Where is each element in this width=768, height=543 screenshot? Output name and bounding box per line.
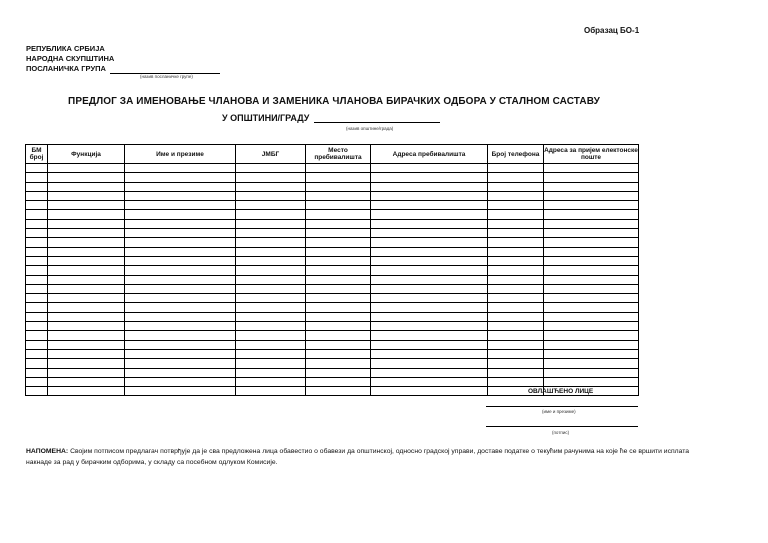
cell-phone[interactable]: [488, 340, 544, 349]
cell-residence-address[interactable]: [371, 182, 488, 191]
table-header-row: [26, 145, 639, 164]
cell-residence-address[interactable]: [371, 349, 488, 358]
cell-bm-number[interactable]: [26, 387, 48, 396]
cell-full-name[interactable]: [125, 377, 236, 386]
cell-bm-number[interactable]: [26, 377, 48, 386]
cell-bm-number[interactable]: [26, 219, 48, 228]
cell-email[interactable]: [544, 201, 639, 210]
institution-header: [26, 44, 220, 74]
header-group-label: ПОСЛАНИЧКА ГРУПА: [26, 64, 106, 73]
cell-residence-address[interactable]: [371, 173, 488, 182]
col-header-full-name: Име и презиме: [125, 145, 236, 164]
cell-residence-address[interactable]: [371, 331, 488, 340]
cell-residence-address[interactable]: [371, 359, 488, 368]
table-row: [26, 368, 639, 377]
table-row: [26, 349, 639, 358]
signature-hint: (потпис): [552, 430, 570, 435]
table-row: [26, 275, 639, 284]
cell-phone[interactable]: [488, 368, 544, 377]
cell-residence-place[interactable]: [306, 275, 371, 284]
cell-residence-address[interactable]: [371, 303, 488, 312]
cell-phone[interactable]: [488, 210, 544, 219]
table-row: [26, 294, 639, 303]
cell-phone[interactable]: [488, 219, 544, 228]
cell-function[interactable]: [48, 219, 125, 228]
cell-phone[interactable]: [488, 294, 544, 303]
cell-residence-place[interactable]: [306, 312, 371, 321]
table-row: [26, 340, 639, 349]
cell-function[interactable]: [48, 210, 125, 219]
cell-phone[interactable]: [488, 266, 544, 275]
cell-phone[interactable]: [488, 201, 544, 210]
cell-phone[interactable]: [488, 275, 544, 284]
cell-email[interactable]: [544, 377, 639, 386]
cell-jmbg[interactable]: [236, 294, 306, 303]
table-row: [26, 201, 639, 210]
cell-bm-number[interactable]: [26, 359, 48, 368]
cell-email[interactable]: [544, 266, 639, 275]
cell-bm-number[interactable]: [26, 312, 48, 321]
cell-email[interactable]: [544, 191, 639, 200]
cell-bm-number[interactable]: [26, 256, 48, 265]
city-name-field[interactable]: [314, 113, 440, 123]
table-row: [26, 191, 639, 200]
cell-bm-number[interactable]: [26, 238, 48, 247]
cell-residence-address[interactable]: [371, 377, 488, 386]
cell-full-name[interactable]: [125, 266, 236, 275]
cell-jmbg[interactable]: [236, 303, 306, 312]
cell-jmbg[interactable]: [236, 238, 306, 247]
cell-phone[interactable]: [488, 256, 544, 265]
cell-function[interactable]: [48, 377, 125, 386]
table-row: [26, 210, 639, 219]
cell-residence-address[interactable]: [371, 340, 488, 349]
note-paragraph: [26, 446, 716, 468]
cell-full-name[interactable]: [125, 219, 236, 228]
cell-bm-number[interactable]: [26, 229, 48, 238]
cell-phone[interactable]: [488, 164, 544, 173]
cell-residence-address[interactable]: [371, 256, 488, 265]
cell-function[interactable]: [48, 294, 125, 303]
cell-full-name[interactable]: [125, 164, 236, 173]
cell-residence-place[interactable]: [306, 164, 371, 173]
cell-residence-place[interactable]: [306, 201, 371, 210]
cell-residence-place[interactable]: [306, 210, 371, 219]
cell-residence-place[interactable]: [306, 238, 371, 247]
cell-jmbg[interactable]: [236, 359, 306, 368]
cell-bm-number[interactable]: [26, 191, 48, 200]
cell-email[interactable]: [544, 164, 639, 173]
cell-residence-place[interactable]: [306, 229, 371, 238]
cell-residence-place[interactable]: [306, 331, 371, 340]
cell-residence-address[interactable]: [371, 266, 488, 275]
cell-email[interactable]: [544, 349, 639, 358]
cell-function[interactable]: [48, 284, 125, 293]
cell-residence-place[interactable]: [306, 219, 371, 228]
cell-residence-address[interactable]: [371, 210, 488, 219]
cell-residence-place[interactable]: [306, 247, 371, 256]
cell-email[interactable]: [544, 275, 639, 284]
subtitle-label: У ОПШТИНИ/ГРАДУ: [222, 113, 310, 123]
cell-function[interactable]: [48, 173, 125, 182]
cell-residence-place[interactable]: [306, 191, 371, 200]
header-republic: РЕПУБЛИКА СРБИЈА: [26, 44, 105, 53]
table-row: [26, 173, 639, 182]
note-text: Својим потписом предлагач потврђује да је сва предложена лица обавестио о обавези да општинској, односно градској управи, доставе податке о текућим рачунима на које ће се вршити исплата накнаде за рад у бирачким одборима, у складу са посебном одлуком Комисије.: [26, 448, 690, 466]
cell-residence-address[interactable]: [371, 284, 488, 293]
cell-phone[interactable]: [488, 247, 544, 256]
cell-phone[interactable]: [488, 303, 544, 312]
cell-phone[interactable]: [488, 284, 544, 293]
cell-full-name[interactable]: [125, 201, 236, 210]
header-assembly: НАРОДНА СКУПШТИНА: [26, 54, 115, 63]
cell-jmbg[interactable]: [236, 266, 306, 275]
cell-residence-address[interactable]: [371, 164, 488, 173]
cell-bm-number[interactable]: [26, 349, 48, 358]
group-name-field[interactable]: [110, 65, 220, 74]
cell-email[interactable]: [544, 182, 639, 191]
cell-jmbg[interactable]: [236, 256, 306, 265]
cell-bm-number[interactable]: [26, 284, 48, 293]
cell-email[interactable]: [544, 229, 639, 238]
col-header-function: Функција: [48, 145, 125, 164]
cell-phone[interactable]: [488, 191, 544, 200]
cell-full-name[interactable]: [125, 294, 236, 303]
table-row: [26, 182, 639, 191]
cell-full-name[interactable]: [125, 229, 236, 238]
cell-bm-number[interactable]: [26, 247, 48, 256]
cell-function[interactable]: [48, 266, 125, 275]
cell-phone[interactable]: [488, 377, 544, 386]
cell-jmbg[interactable]: [236, 210, 306, 219]
cell-jmbg[interactable]: [236, 284, 306, 293]
table-row: [26, 359, 639, 368]
cell-jmbg[interactable]: [236, 219, 306, 228]
cell-jmbg[interactable]: [236, 312, 306, 321]
cell-email[interactable]: [544, 322, 639, 331]
cell-residence-place[interactable]: [306, 377, 371, 386]
cell-residence-place[interactable]: [306, 294, 371, 303]
cell-jmbg[interactable]: [236, 191, 306, 200]
cell-function[interactable]: [48, 238, 125, 247]
cell-residence-place[interactable]: [306, 303, 371, 312]
cell-phone[interactable]: [488, 229, 544, 238]
cell-residence-address[interactable]: [371, 387, 488, 396]
cell-residence-place[interactable]: [306, 359, 371, 368]
cell-residence-address[interactable]: [371, 294, 488, 303]
cell-bm-number[interactable]: [26, 182, 48, 191]
cell-full-name[interactable]: [125, 359, 236, 368]
cell-phone[interactable]: [488, 312, 544, 321]
cell-residence-address[interactable]: [371, 201, 488, 210]
cell-residence-address[interactable]: [371, 322, 488, 331]
table-row: [26, 303, 639, 312]
table-row: [26, 247, 639, 256]
cell-residence-place[interactable]: [306, 284, 371, 293]
cell-residence-address[interactable]: [371, 368, 488, 377]
cell-jmbg[interactable]: [236, 331, 306, 340]
cell-phone[interactable]: [488, 349, 544, 358]
col-header-residence-place: Место пребивалишта: [306, 145, 371, 164]
cell-jmbg[interactable]: [236, 275, 306, 284]
cell-phone[interactable]: [488, 238, 544, 247]
cell-email[interactable]: [544, 284, 639, 293]
col-header-residence-address: Адреса пребивалишта: [371, 145, 488, 164]
cell-residence-address[interactable]: [371, 219, 488, 228]
table-row: [26, 266, 639, 275]
cell-email[interactable]: [544, 359, 639, 368]
cell-function[interactable]: [48, 312, 125, 321]
cell-function[interactable]: [48, 247, 125, 256]
cell-phone[interactable]: [488, 322, 544, 331]
cell-residence-address[interactable]: [371, 238, 488, 247]
cell-full-name[interactable]: [125, 284, 236, 293]
cell-residence-place[interactable]: [306, 266, 371, 275]
cell-residence-place[interactable]: [306, 173, 371, 182]
nominees-table: [25, 144, 639, 396]
cell-jmbg[interactable]: [236, 173, 306, 182]
cell-function[interactable]: [48, 303, 125, 312]
cell-residence-place[interactable]: [306, 256, 371, 265]
cell-bm-number[interactable]: [26, 275, 48, 284]
cell-function[interactable]: [48, 331, 125, 340]
cell-full-name[interactable]: [125, 256, 236, 265]
cell-jmbg[interactable]: [236, 368, 306, 377]
authorized-person-label: ОВЛАШЋЕНО ЛИЦЕ: [528, 388, 594, 395]
name-hint: (име и презиме): [542, 409, 576, 414]
cell-email[interactable]: [544, 294, 639, 303]
cell-full-name[interactable]: [125, 247, 236, 256]
document-title: ПРЕДЛОГ ЗА ИМЕНОВАЊЕ ЧЛАНОВА И ЗАМЕНИКА ЧЛАНОВА БИРАЧКИХ ОДБОРА У СТАЛНОМ САСТАВУ: [68, 96, 600, 107]
cell-function[interactable]: [48, 340, 125, 349]
cell-function[interactable]: [48, 322, 125, 331]
cell-full-name[interactable]: [125, 191, 236, 200]
col-header-phone: Број телефона: [488, 145, 544, 164]
document-subtitle: [222, 113, 440, 123]
cell-phone[interactable]: [488, 331, 544, 340]
cell-bm-number[interactable]: [26, 368, 48, 377]
table-row: [26, 219, 639, 228]
cell-jmbg[interactable]: [236, 377, 306, 386]
table-row: [26, 312, 639, 321]
cell-residence-address[interactable]: [371, 229, 488, 238]
cell-email[interactable]: [544, 210, 639, 219]
cell-function[interactable]: [48, 201, 125, 210]
cell-jmbg[interactable]: [236, 201, 306, 210]
cell-bm-number[interactable]: [26, 201, 48, 210]
cell-function[interactable]: [48, 387, 125, 396]
cell-email[interactable]: [544, 173, 639, 182]
cell-full-name[interactable]: [125, 387, 236, 396]
group-name-hint: (назив посланичке групе): [140, 74, 193, 79]
cell-full-name[interactable]: [125, 349, 236, 358]
col-header-email: Адреса за пријем електонске поште: [544, 145, 639, 164]
cell-residence-place[interactable]: [306, 368, 371, 377]
cell-bm-number[interactable]: [26, 173, 48, 182]
cell-bm-number[interactable]: [26, 294, 48, 303]
cell-residence-address[interactable]: [371, 312, 488, 321]
col-header-bm-number: БМ број: [26, 145, 48, 164]
name-line[interactable]: [486, 406, 638, 407]
cell-email[interactable]: [544, 368, 639, 377]
cell-phone[interactable]: [488, 173, 544, 182]
col-header-jmbg: ЈМБГ: [236, 145, 306, 164]
table-row: [26, 331, 639, 340]
cell-full-name[interactable]: [125, 322, 236, 331]
cell-residence-address[interactable]: [371, 247, 488, 256]
cell-full-name[interactable]: [125, 312, 236, 321]
cell-email[interactable]: [544, 312, 639, 321]
cell-full-name[interactable]: [125, 238, 236, 247]
table-row: [26, 229, 639, 238]
form-code: Образац БО-1: [584, 26, 640, 35]
cell-jmbg[interactable]: [236, 387, 306, 396]
cell-email[interactable]: [544, 340, 639, 349]
cell-bm-number[interactable]: [26, 331, 48, 340]
cell-jmbg[interactable]: [236, 247, 306, 256]
cell-bm-number[interactable]: [26, 210, 48, 219]
cell-email[interactable]: [544, 303, 639, 312]
cell-full-name[interactable]: [125, 173, 236, 182]
cell-jmbg[interactable]: [236, 322, 306, 331]
cell-jmbg[interactable]: [236, 340, 306, 349]
table-row: [26, 377, 639, 386]
note-label: НАПОМЕНА:: [26, 448, 69, 455]
cell-email[interactable]: [544, 331, 639, 340]
cell-full-name[interactable]: [125, 182, 236, 191]
cell-jmbg[interactable]: [236, 349, 306, 358]
cell-residence-address[interactable]: [371, 191, 488, 200]
cell-phone[interactable]: [488, 359, 544, 368]
cell-function[interactable]: [48, 164, 125, 173]
cell-function[interactable]: [48, 229, 125, 238]
cell-bm-number[interactable]: [26, 340, 48, 349]
cell-bm-number[interactable]: [26, 322, 48, 331]
cell-function[interactable]: [48, 275, 125, 284]
table-row: [26, 164, 639, 173]
cell-bm-number[interactable]: [26, 266, 48, 275]
cell-jmbg[interactable]: [236, 164, 306, 173]
cell-bm-number[interactable]: [26, 303, 48, 312]
city-name-hint: (назив општине/града): [346, 126, 394, 131]
cell-jmbg[interactable]: [236, 229, 306, 238]
cell-function[interactable]: [48, 182, 125, 191]
cell-function[interactable]: [48, 359, 125, 368]
cell-residence-place[interactable]: [306, 387, 371, 396]
table-row: [26, 284, 639, 293]
cell-residence-place[interactable]: [306, 340, 371, 349]
cell-function[interactable]: [48, 256, 125, 265]
cell-residence-address[interactable]: [371, 275, 488, 284]
cell-function[interactable]: [48, 349, 125, 358]
cell-email[interactable]: [544, 256, 639, 265]
cell-function[interactable]: [48, 368, 125, 377]
cell-email[interactable]: [544, 238, 639, 247]
cell-phone[interactable]: [488, 182, 544, 191]
header-group: [26, 64, 220, 74]
cell-bm-number[interactable]: [26, 164, 48, 173]
cell-residence-place[interactable]: [306, 322, 371, 331]
cell-full-name[interactable]: [125, 275, 236, 284]
table-row: [26, 322, 639, 331]
cell-full-name[interactable]: [125, 331, 236, 340]
cell-residence-place[interactable]: [306, 182, 371, 191]
cell-jmbg[interactable]: [236, 182, 306, 191]
cell-full-name[interactable]: [125, 210, 236, 219]
cell-residence-place[interactable]: [306, 349, 371, 358]
table-row: [26, 256, 639, 265]
cell-full-name[interactable]: [125, 303, 236, 312]
cell-email[interactable]: [544, 219, 639, 228]
cell-full-name[interactable]: [125, 340, 236, 349]
cell-email[interactable]: [544, 247, 639, 256]
table-row: [26, 238, 639, 247]
cell-function[interactable]: [48, 191, 125, 200]
signature-line[interactable]: [486, 426, 638, 427]
cell-full-name[interactable]: [125, 368, 236, 377]
